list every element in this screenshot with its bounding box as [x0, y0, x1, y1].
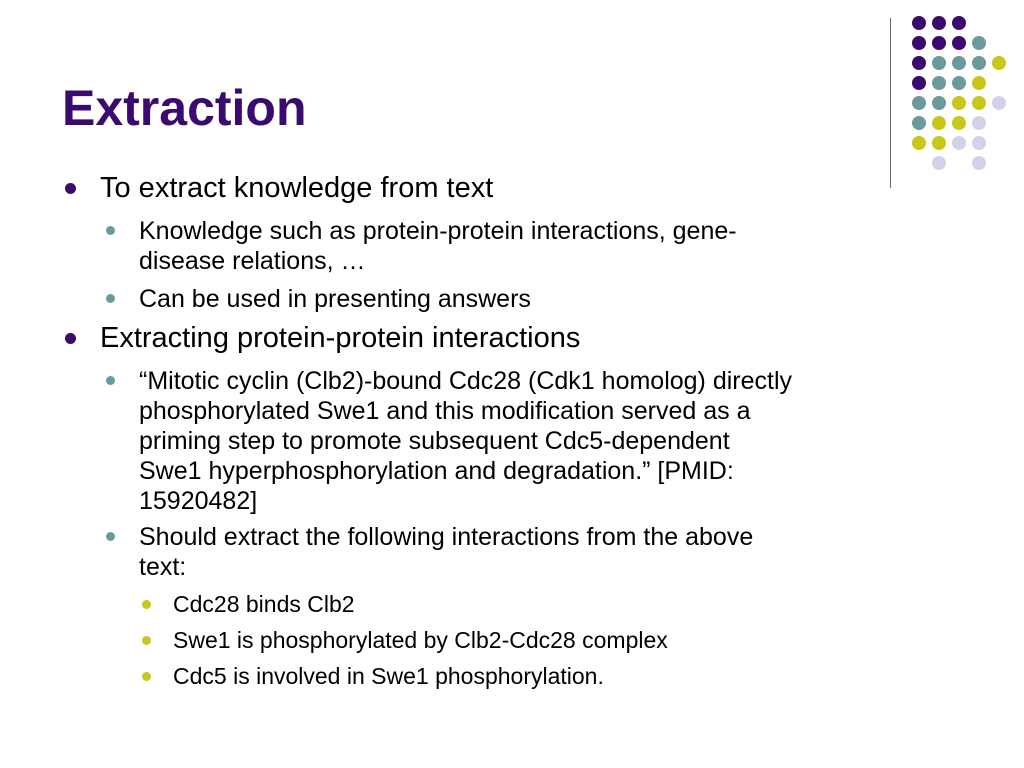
decorative-dot-purple [952, 16, 966, 30]
bullet-dot-icon [106, 294, 115, 303]
slide-title: Extraction [62, 80, 307, 136]
decorative-dot-lavender [972, 136, 986, 150]
decorative-dot-purple [952, 36, 966, 50]
bullet-text-line: Knowledge such as protein-protein interactions, gene- [139, 217, 737, 245]
bullet-text-line: Swe1 hyperphosphorylation and degradation.” [PMID: [139, 457, 734, 485]
bullet-level-2 [139, 216, 737, 276]
decorative-dot-purple [932, 36, 946, 50]
bullet-text-line: “Mitotic cyclin (Clb2)-bound Cdc28 (Cdk1 homolog) directly [139, 367, 793, 395]
decorative-dot-teal [972, 56, 986, 70]
bullet-level-2 [139, 366, 792, 516]
decorative-dot-lavender [992, 96, 1006, 110]
vertical-divider [890, 18, 891, 188]
bullet-dot-icon [65, 183, 76, 194]
decorative-dot-teal [932, 96, 946, 110]
bullet-dot-icon [106, 532, 115, 541]
decorative-dot-yellow [932, 136, 946, 150]
bullet-level-3 [173, 590, 355, 618]
bullet-dot-icon [106, 376, 115, 385]
bullet-text-line: disease relations, … [139, 247, 366, 275]
decorative-dot-yellow [932, 116, 946, 130]
decorative-dot-yellow [972, 96, 986, 110]
decorative-dot-lavender [952, 136, 966, 150]
decorative-dot-lavender [972, 156, 986, 170]
bullet-level-3 [173, 662, 604, 690]
bullet-text-line: Swe1 is phosphorylated by Clb2-Cdc28 complex [173, 627, 668, 653]
decorative-dot-purple [912, 56, 926, 70]
decorative-dot-teal [912, 116, 926, 130]
bullet-text-line: Cdc28 binds Clb2 [173, 591, 355, 617]
decorative-dot-teal [952, 76, 966, 90]
bullet-dot-icon [106, 226, 115, 235]
bullet-level-1 [100, 172, 493, 204]
bullet-text-line: Can be used in presenting answers [139, 285, 531, 313]
decorative-dot-purple [912, 36, 926, 50]
bullet-dot-icon [142, 636, 151, 645]
bullet-text-line: 15920482] [139, 487, 258, 515]
decorative-dot-lavender [932, 156, 946, 170]
decorative-dot-purple [932, 16, 946, 30]
decorative-dot-purple [912, 16, 926, 30]
bullet-level-1 [100, 322, 580, 354]
decorative-dot-teal [932, 56, 946, 70]
decorative-dot-yellow [952, 116, 966, 130]
decorative-dot-teal [952, 56, 966, 70]
bullet-dot-icon [142, 672, 151, 681]
decorative-dot-purple [912, 76, 926, 90]
decorative-dot-yellow [912, 136, 926, 150]
bullet-text-line: Cdc5 is involved in Swe1 phosphorylation. [173, 663, 604, 689]
bullet-dot-icon [142, 600, 151, 609]
decorative-dot-teal [932, 76, 946, 90]
bullet-dot-icon [65, 333, 76, 344]
bullet-level-2 [139, 522, 753, 582]
bullet-text-line: priming step to promote subsequent Cdc5-dependent [139, 427, 730, 455]
decorative-dot-yellow [952, 96, 966, 110]
bullet-text-line: Should extract the following interactions from the above [139, 523, 754, 551]
bullet-level-3 [173, 626, 668, 654]
decorative-dot-lavender [972, 116, 986, 130]
decorative-dot-teal [972, 36, 986, 50]
bullet-level-2 [139, 284, 531, 314]
decorative-dot-teal [912, 96, 926, 110]
bullet-text-line: text: [139, 553, 187, 581]
bullet-text-line: To extract knowledge from text [100, 172, 494, 204]
bullet-text-line: Extracting protein-protein interactions [100, 322, 581, 354]
decorative-dot-yellow [992, 56, 1006, 70]
decorative-dot-yellow [972, 76, 986, 90]
bullet-text-line: phosphorylated Swe1 and this modification served as a [139, 397, 751, 425]
